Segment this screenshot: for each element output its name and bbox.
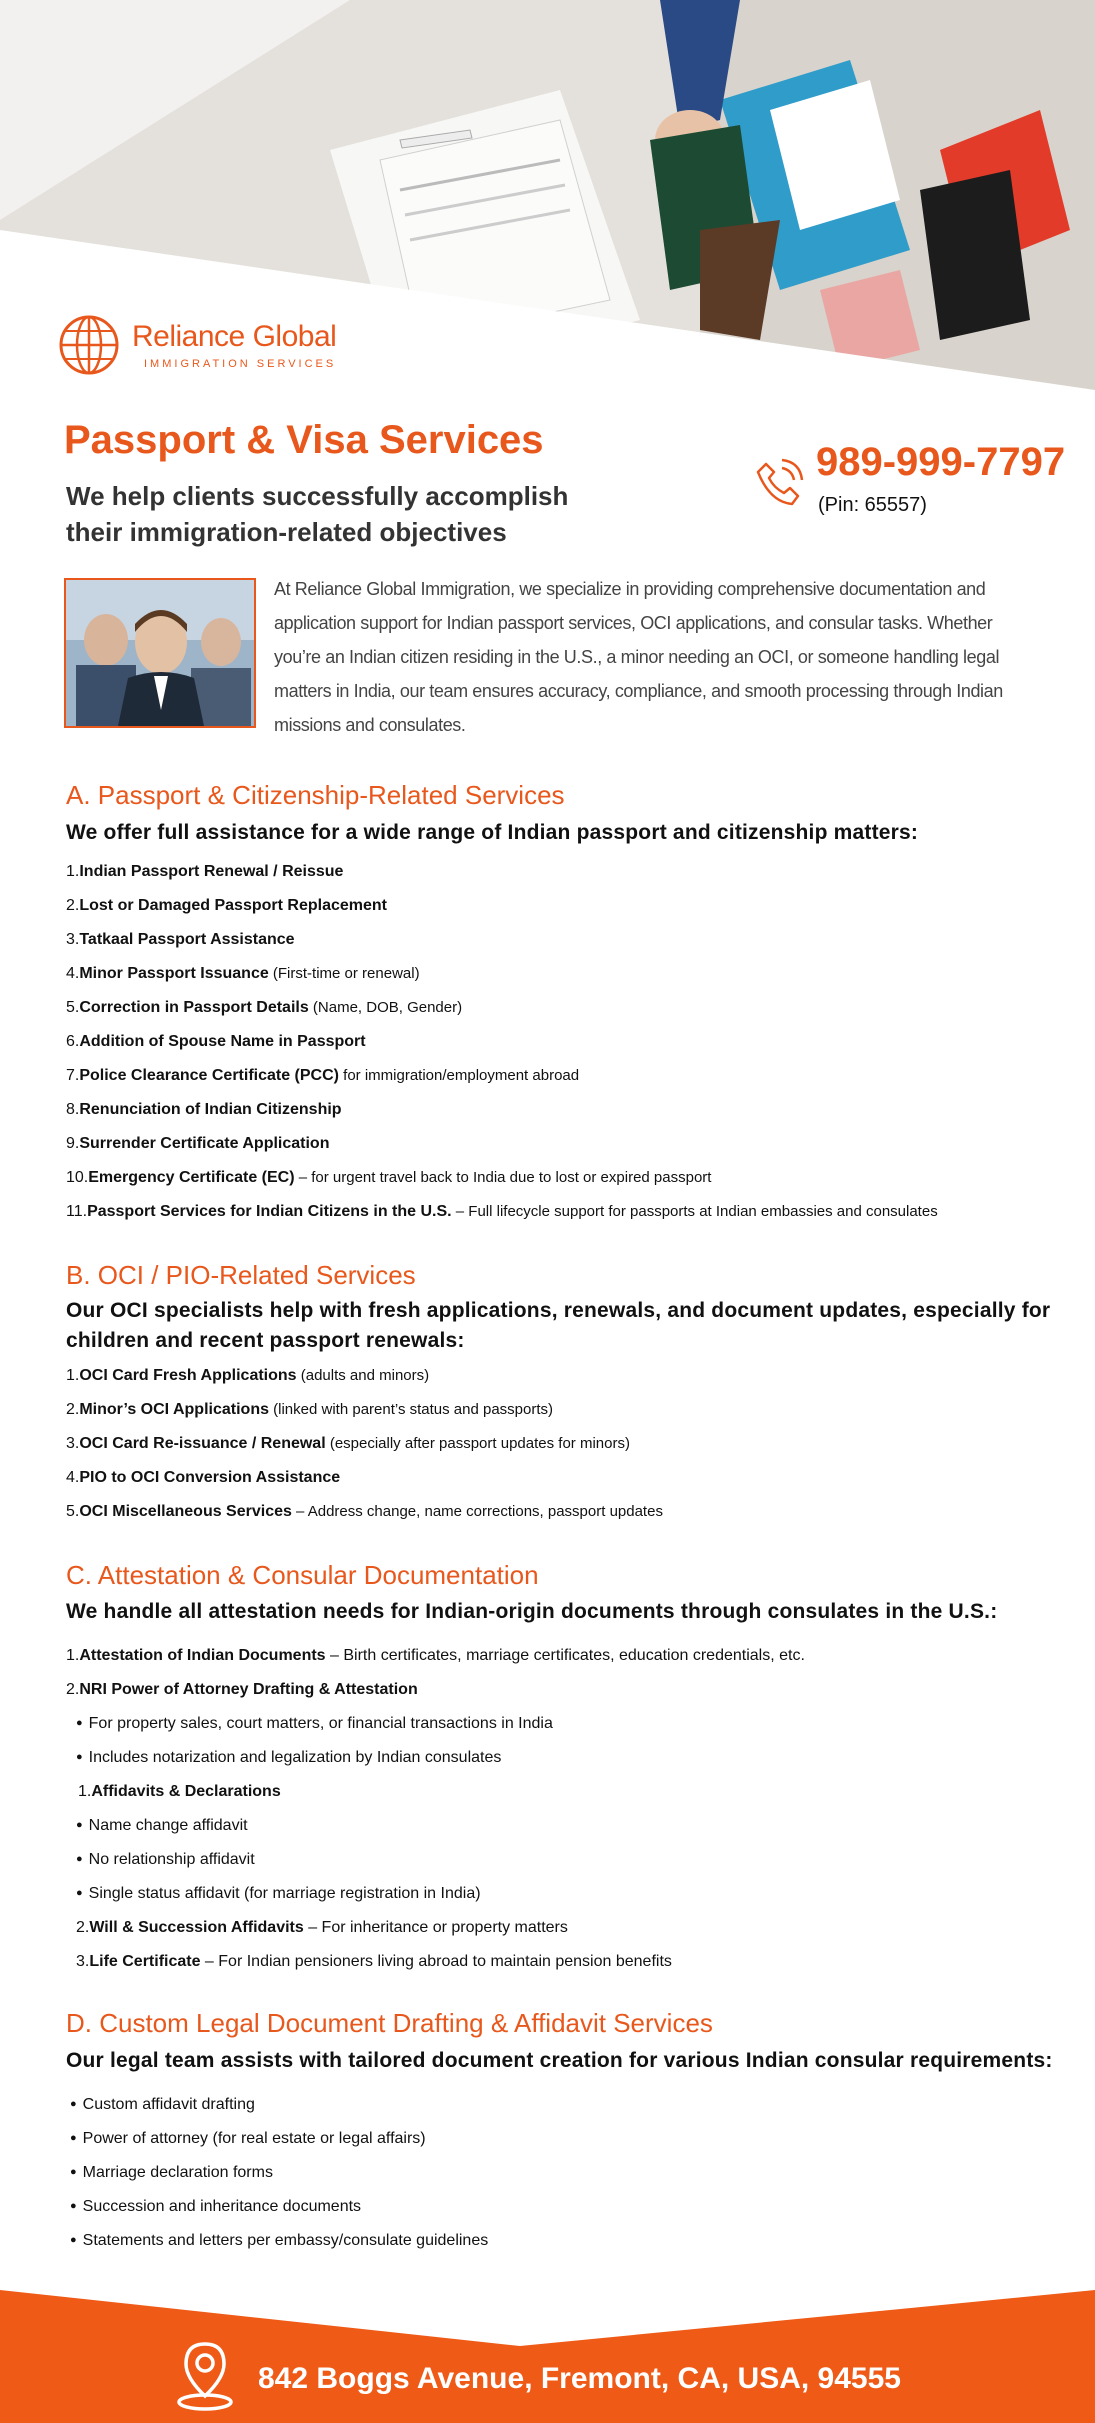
- page-title: Passport & Visa Services: [64, 418, 544, 462]
- section-a-lead: We offer full assistance for a wide range of Indian passport and citizenship matters:: [66, 821, 919, 844]
- brand-name: Reliance Global: [132, 320, 337, 353]
- phone-pin: (Pin: 65557): [818, 494, 927, 516]
- list-item: 2.Lost or Damaged Passport Replacement: [66, 897, 387, 914]
- section-c-title: C. Attestation & Consular Documentation: [66, 1560, 539, 1590]
- section-b-title: B. OCI / PIO-Related Services: [66, 1260, 416, 1290]
- list-item: 1.Affidavits & Declarations: [78, 1783, 281, 1800]
- brand-tagline: IMMIGRATION SERVICES: [144, 358, 337, 370]
- list-item: 3.Tatkaal Passport Assistance: [66, 931, 295, 948]
- bullet-item: ● Name change affidavit: [76, 1816, 248, 1837]
- bullet-item: ● Custom affidavit drafting: [70, 2095, 255, 2116]
- bullet-item: ● Succession and inheritance documents: [70, 2197, 361, 2218]
- location-pin-icon: [172, 2340, 238, 2412]
- footer-band: [0, 2290, 1095, 2423]
- list-item: 2.NRI Power of Attorney Drafting & Attestation: [66, 1681, 418, 1698]
- list-item: 10.Emergency Certificate (EC) – for urgent travel back to India due to lost or expired passport: [66, 1169, 712, 1186]
- intro-text: At Reliance Global Immigration, we specialize in providing comprehensive documentation and application support for Indian passport services, OCI applications, and consular tasks. Whether you’re an Indian citizen residing in the U.S., a minor needing an OCI, or someone handling legal matters in India, our team ensures accuracy, compliance, and smooth processing through Indian missions and consulates.: [274, 579, 1003, 735]
- bullet-item: ● Marriage declaration forms: [70, 2163, 273, 2184]
- section-b-lead: Our OCI specialists help with fresh applications, renewals, and document updates, especially for children and recent passport renewals:: [66, 1299, 1051, 1352]
- phone-number[interactable]: 989-999-7797: [816, 440, 1066, 484]
- section-d-title: D. Custom Legal Document Drafting & Affidavit Services: [66, 2008, 713, 2038]
- bullet-item: ● Statements and letters per embassy/consulate guidelines: [70, 2231, 488, 2252]
- list-item: 11.Passport Services for Indian Citizens in the U.S. – Full lifecycle support for passports at Indian embassies and consulates: [66, 1203, 938, 1220]
- list-item: 4.Minor Passport Issuance (First-time or renewal): [66, 965, 420, 982]
- list-item: 2.Minor’s OCI Applications (linked with parent’s status and passports): [66, 1401, 554, 1418]
- bullet-item: ● For property sales, court matters, or financial transactions in India: [76, 1714, 553, 1735]
- brand-logo[interactable]: [58, 312, 336, 378]
- list-item: 5.Correction in Passport Details (Name, DOB, Gender): [66, 999, 463, 1016]
- list-item: 5.OCI Miscellaneous Services – Address change, name corrections, passport updates: [66, 1503, 663, 1520]
- list-item: 3.Life Certificate – For Indian pensioners living abroad to maintain pension benefits: [76, 1953, 672, 1970]
- list-item: 9.Surrender Certificate Application: [66, 1135, 330, 1152]
- list-item: 7.Police Clearance Certificate (PCC) for immigration/employment abroad: [66, 1067, 580, 1084]
- list-item: 4.PIO to OCI Conversion Assistance: [66, 1469, 341, 1486]
- globe-icon: [58, 314, 120, 376]
- section-a-title: A. Passport & Citizenship-Related Services: [66, 780, 565, 810]
- list-item: 2.Will & Succession Affidavits – For inheritance or property matters: [76, 1919, 568, 1936]
- list-item: 6.Addition of Spouse Name in Passport: [66, 1033, 366, 1050]
- bullet-item: ● Single status affidavit (for marriage registration in India): [76, 1884, 481, 1905]
- bullet-item: ● Includes notarization and legalization by Indian consulates: [76, 1748, 501, 1769]
- list-item: 8.Renunciation of Indian Citizenship: [66, 1101, 342, 1118]
- bullet-item: ● No relationship affidavit: [76, 1850, 255, 1871]
- section-c-lead: We handle all attestation needs for Indian-origin documents through consulates in the U.S.:: [66, 1600, 998, 1623]
- page-subtitle: We help clients successfully accomplish their immigration-related objectives: [66, 481, 569, 547]
- section-d-lead: Our legal team assists with tailored document creation for various Indian consular requirements:: [66, 2049, 1053, 2072]
- consultant-photo: [64, 578, 256, 728]
- list-item: 1.OCI Card Fresh Applications (adults and minors): [66, 1367, 430, 1384]
- list-item: 3.OCI Card Re-issuance / Renewal (especially after passport updates for minors): [66, 1435, 630, 1452]
- list-item: 1.Indian Passport Renewal / Reissue: [66, 863, 344, 880]
- list-item: 1.Attestation of Indian Documents – Birth certificates, marriage certificates, education credentials, etc.: [66, 1647, 805, 1664]
- bullet-item: ● Power of attorney (for real estate or legal affairs): [70, 2129, 426, 2150]
- footer-address: 842 Boggs Avenue, Fremont, CA, USA, 94555: [258, 2362, 901, 2395]
- phone-icon: [752, 458, 804, 510]
- phone-contact[interactable]: [752, 440, 1082, 520]
